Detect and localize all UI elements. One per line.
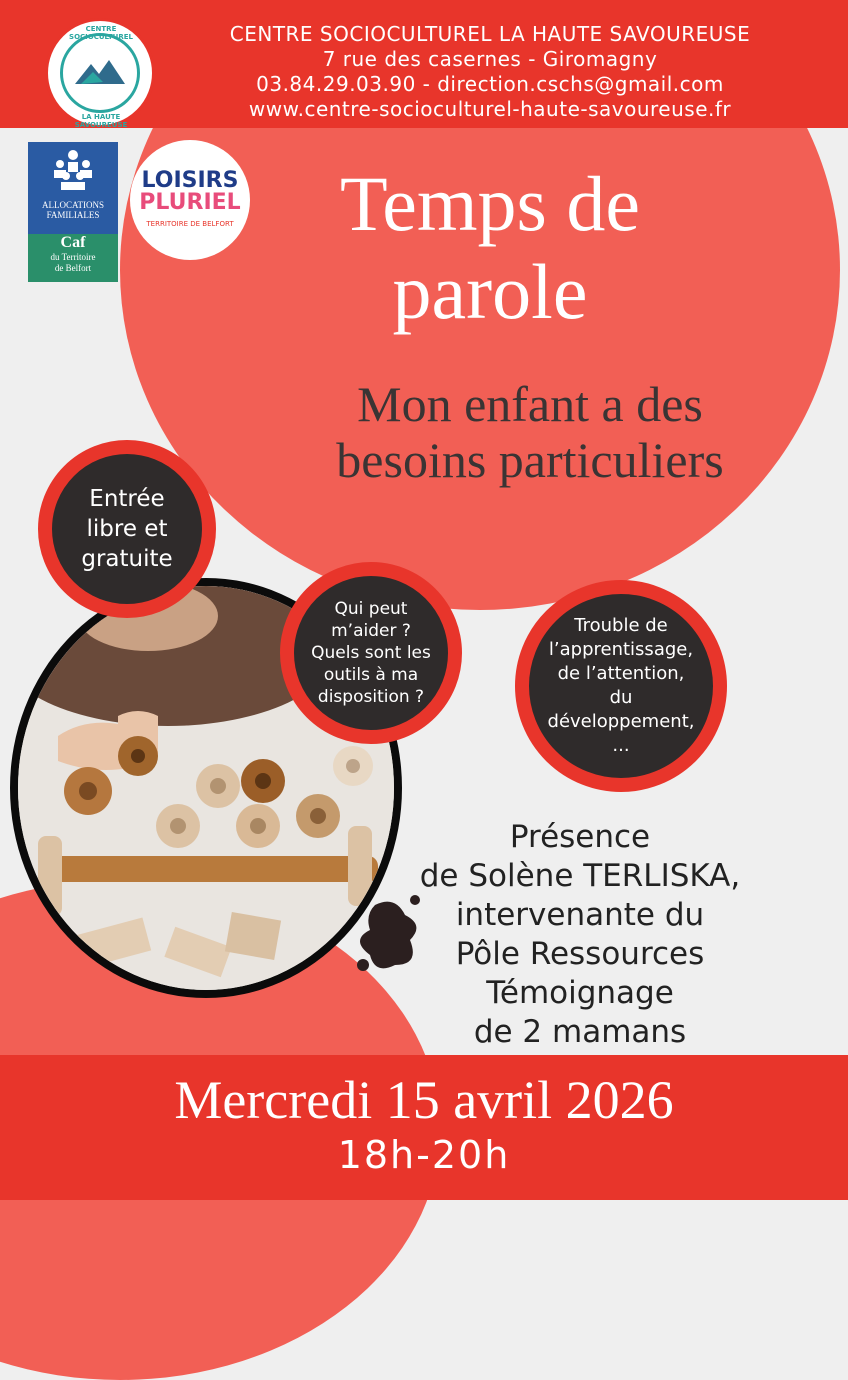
presence-line-2: de Solène TERLISKA, — [419, 858, 741, 894]
caf-text-4: de Belfort — [54, 263, 92, 273]
title-line-2: parole — [392, 248, 588, 335]
caf-logo — [28, 142, 118, 282]
entry-line-3: gratuite — [81, 546, 173, 572]
event-date: Mercredi 15 avril 2026 — [174, 1070, 674, 1130]
caf-text-1: ALLOCATIONS — [42, 200, 104, 210]
entry-line-1: Entrée — [89, 486, 165, 512]
contact-block — [150, 22, 830, 122]
trouble-line-5: développement, — [547, 711, 695, 732]
trouble-line-2: l’apprentissage, — [548, 639, 694, 660]
presence-line-5: Témoignage — [486, 975, 674, 1011]
subtitle-line-1: Mon enfant a des — [357, 376, 703, 432]
trouble-bubble — [515, 580, 727, 792]
mountain-icon — [63, 36, 137, 110]
help-line-1: Qui peut — [334, 599, 408, 619]
presence-block — [400, 818, 760, 1052]
event-time: 18h-20h — [337, 1133, 511, 1177]
people-icon — [48, 148, 98, 192]
subtitle-line-2: besoins particuliers — [336, 432, 724, 488]
loisirs-word: LOISIRS — [141, 168, 239, 193]
caf-green-band — [28, 234, 118, 282]
caf-text-2: FAMILIALES — [46, 210, 100, 220]
event-subtitle — [250, 376, 810, 488]
help-line-5: disposition ? — [317, 687, 425, 707]
org-name: CENTRE SOCIOCULTUREL LA HAUTE SAVOUREUSE — [229, 22, 751, 46]
csc-logo-top-text: CENTRE SOCIOCULTUREL — [69, 25, 133, 41]
trouble-line-4: du — [609, 687, 633, 708]
caf-name: Caf — [60, 234, 86, 251]
website: www.centre-socioculturel-haute-savoureuse.fr — [248, 97, 732, 121]
help-bubble — [280, 562, 462, 744]
presence-line-6: de 2 mamans — [473, 1014, 687, 1050]
address: 7 rue des casernes - Giromagny — [322, 47, 658, 71]
loisirs-territory: TERRITOIRE DE BELFORT — [146, 220, 234, 228]
csc-logo-bottom-text: LA HAUTE SAVOUREUSE — [74, 113, 128, 129]
presence-line-1: Présence — [509, 819, 651, 855]
pluriel-word: PLURIEL — [139, 190, 241, 215]
help-line-2: m’aider ? — [331, 621, 411, 641]
caf-text-3: du Territoire — [50, 252, 96, 262]
trouble-line-1: Trouble de — [574, 615, 668, 636]
trouble-line-3: de l’attention, — [557, 663, 685, 684]
presence-line-3: intervenante du — [455, 897, 705, 933]
csc-logo — [45, 18, 155, 128]
phone-email: 03.84.29.03.90 - direction.cschs@gmail.com — [256, 72, 724, 96]
help-line-4: outils à ma — [323, 665, 419, 685]
title-line-1: Temps de — [340, 160, 640, 247]
csc-logo-ring — [60, 33, 140, 113]
entry-bubble — [38, 440, 216, 618]
help-line-3: Quels sont les — [311, 643, 431, 663]
presence-line-4: Pôle Ressources — [455, 936, 705, 972]
entry-line-2: libre et — [86, 516, 168, 542]
event-title — [210, 160, 770, 336]
trouble-line-6: ... — [612, 735, 630, 756]
